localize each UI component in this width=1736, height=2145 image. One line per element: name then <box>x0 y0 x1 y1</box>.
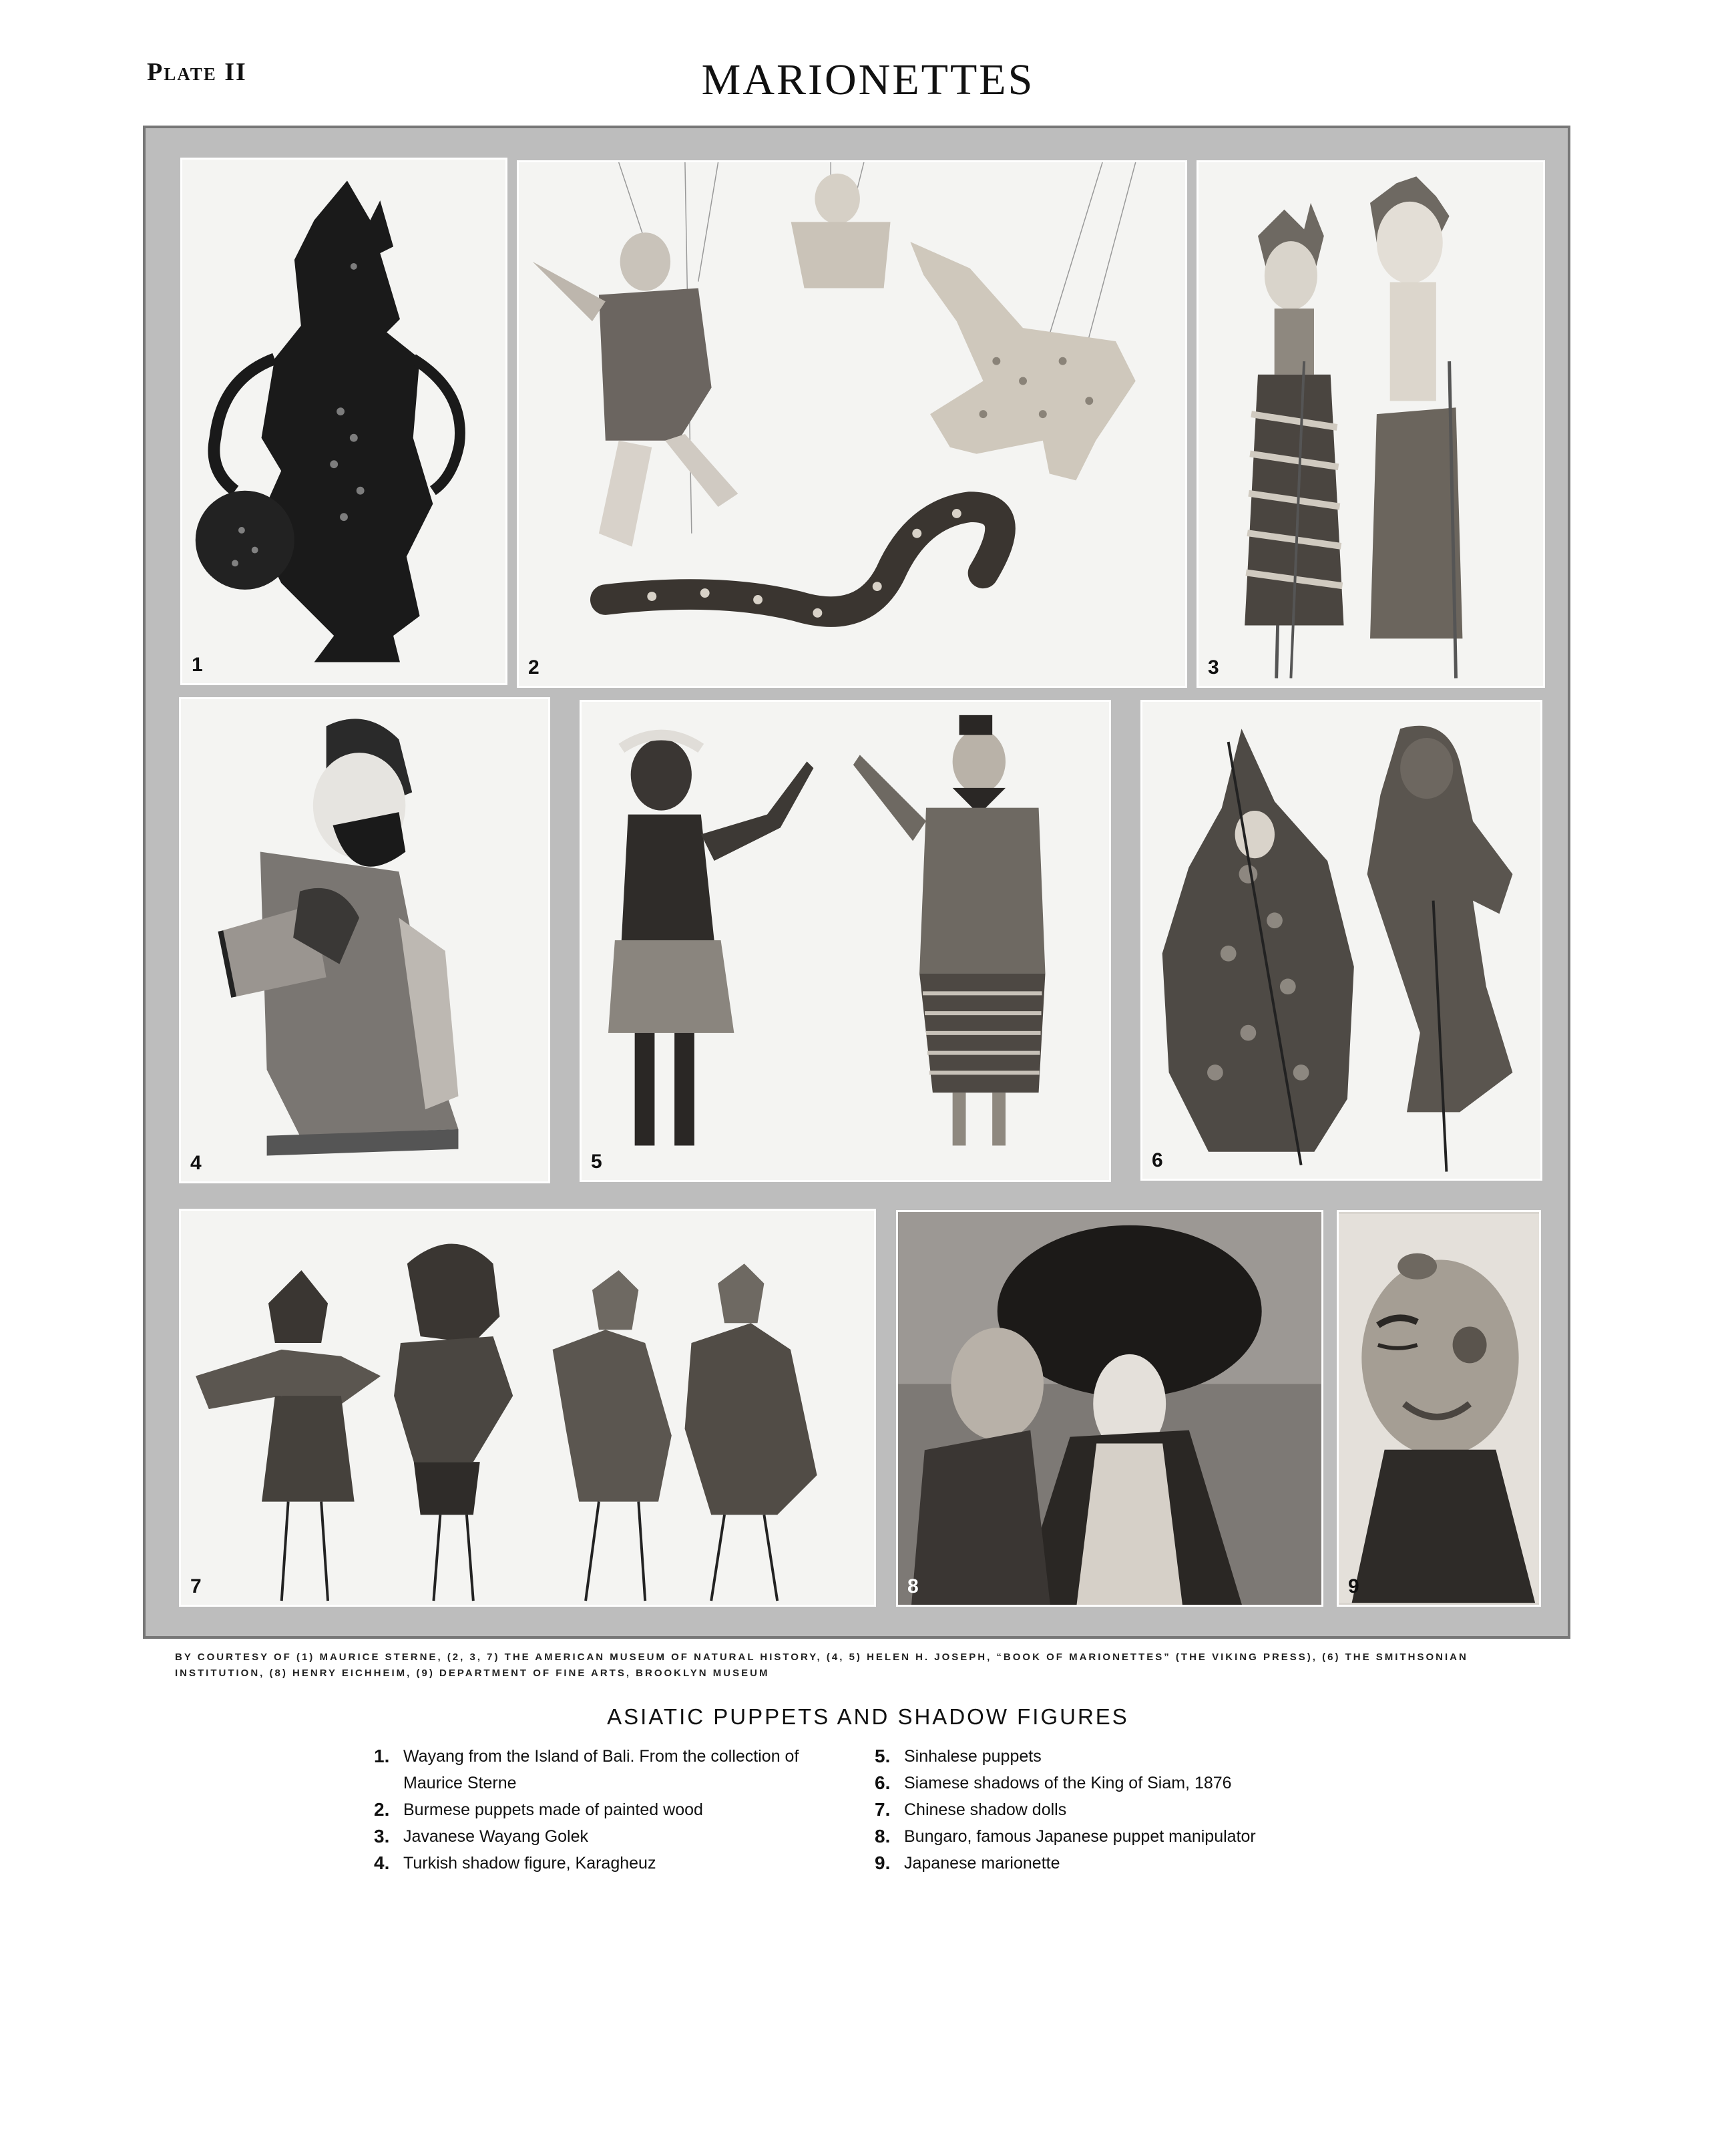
caption-item: 4. Turkish shadow figure, Karagheuz <box>374 1852 656 1873</box>
photo-6 <box>1140 700 1542 1181</box>
courtesy-credit: BY COURTESY OF (1) MAURICE STERNE, (2, 3, 7) THE AMERICAN MUSEUM OF NATURAL HISTORY, (4, 5) HELEN H. JOSEPH, “BOOK OF MARIONETTES” (THE VIKING PRESS), (6) THE SMITHSONIAN INSTITUTION, (8) HENRY EICHHEIM, (9) DEPARTMENT OF FINE ARTS, BROOKLYN MUSEUM <box>175 1651 1468 1679</box>
siamese-shadows-image <box>1142 702 1540 1179</box>
page-title: MARIONETTES <box>701 55 1035 104</box>
burmese-puppets-image <box>519 162 1185 686</box>
photo-number: 6 <box>1152 1149 1163 1171</box>
section-title: ASIATIC PUPPETS AND SHADOW FIGURES <box>607 1704 1129 1729</box>
wayang-silhouette-image <box>182 160 505 683</box>
photo-2 <box>517 160 1187 688</box>
photo-number: 4 <box>190 1152 202 1174</box>
sinhalese-puppets-image <box>582 702 1109 1180</box>
photo-number: 8 <box>907 1575 919 1597</box>
caption-list-right <box>875 1743 1382 1877</box>
bungaro-photo-image <box>898 1212 1321 1605</box>
caption-item: 1. Wayang from the Island of Bali. From the collection of Maurice Sterne <box>374 1746 799 1792</box>
wayang-golek-image <box>1199 162 1543 686</box>
caption-item: 2. Burmese puppets made of painted wood <box>374 1799 703 1820</box>
japanese-marionette-image <box>1339 1212 1539 1605</box>
photo-7 <box>179 1209 876 1607</box>
caption-item: 3. Javanese Wayang Golek <box>374 1826 589 1846</box>
photo-9 <box>1337 1210 1541 1607</box>
caption-item: 8. Bungaro, famous Japanese puppet manipulator <box>875 1826 1256 1846</box>
photo-number: 1 <box>192 654 203 676</box>
photo-number: 3 <box>1208 656 1219 678</box>
photo-4 <box>179 697 550 1183</box>
caption-item: 7. Chinese shadow dolls <box>875 1799 1067 1820</box>
karagheuz-figure-image <box>181 699 548 1181</box>
caption-item: 6. Siamese shadows of the King of Siam, 1876 <box>875 1772 1232 1793</box>
chinese-shadow-dolls-image <box>181 1211 874 1605</box>
photo-plate <box>143 126 1570 1639</box>
photo-number: 9 <box>1348 1575 1359 1597</box>
photo-1 <box>180 158 507 685</box>
photo-5 <box>580 700 1111 1182</box>
photo-3 <box>1197 160 1545 688</box>
photo-number: 7 <box>190 1575 202 1597</box>
caption-item: 9. Japanese marionette <box>875 1852 1060 1873</box>
caption-item: 5. Sinhalese puppets <box>875 1746 1042 1766</box>
photo-8 <box>896 1210 1323 1607</box>
photo-number: 2 <box>528 656 539 678</box>
photo-number: 5 <box>591 1151 602 1173</box>
caption-list-left <box>374 1743 828 1877</box>
plate-label: Plate II <box>147 58 247 86</box>
